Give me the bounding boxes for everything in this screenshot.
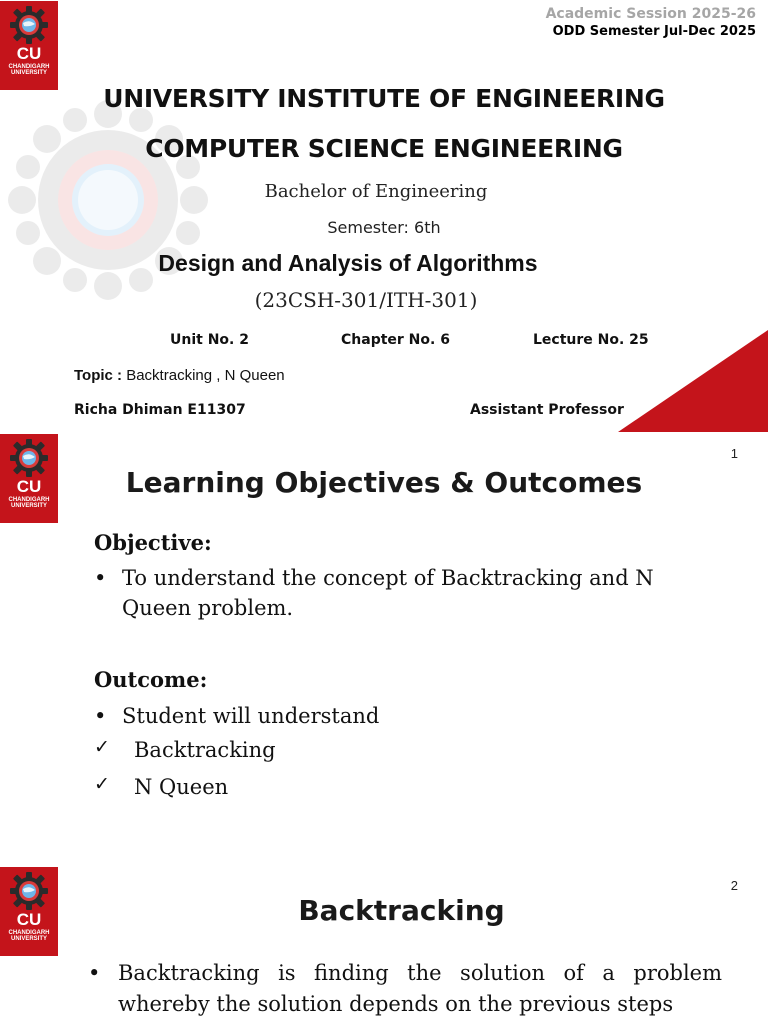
institute-name: UNIVERSITY INSTITUTE OF ENGINEERING bbox=[103, 84, 665, 113]
outcome-bullet bbox=[94, 701, 694, 731]
topic-label: Topic : bbox=[74, 367, 123, 384]
designation: Assistant Professor bbox=[470, 402, 624, 418]
backtracking-slide bbox=[0, 866, 768, 1024]
backtracking-text: Backtracking is finding the solution of a problem whereby the solution depends on the previous steps bbox=[118, 961, 722, 1016]
bullet-glyph: • bbox=[94, 566, 107, 590]
session-info bbox=[546, 6, 756, 39]
lecture-number: Lecture No. 25 bbox=[533, 332, 649, 348]
course-code: (23CSH-301/ITH-301) bbox=[254, 288, 478, 312]
logo-name: CHANDIGARH UNIVERSITY bbox=[8, 64, 50, 76]
university-logo bbox=[0, 1, 58, 90]
check-item bbox=[94, 738, 276, 762]
page-number: 1 bbox=[730, 446, 738, 461]
topic-value: Backtracking , N Queen bbox=[122, 367, 285, 384]
degree: Bachelor of Engineering bbox=[264, 181, 488, 202]
objective-heading: Objective: bbox=[94, 530, 212, 555]
red-corner-triangle bbox=[618, 330, 768, 432]
logo-mark: CU bbox=[16, 477, 42, 496]
outcome-text: Student will understand bbox=[122, 704, 380, 728]
page-number: 2 bbox=[730, 878, 738, 893]
slide-title: Learning Objectives & Outcomes bbox=[125, 466, 643, 499]
bullet-glyph: • bbox=[88, 961, 101, 985]
backtracking-bullet bbox=[88, 958, 722, 1020]
check-item-text: N Queen bbox=[134, 775, 229, 799]
semester-term: ODD Semester Jul-Dec 2025 bbox=[552, 24, 756, 39]
outcome-heading: Outcome: bbox=[94, 667, 208, 692]
chapter-number: Chapter No. 6 bbox=[341, 332, 450, 348]
semester: Semester: 6th bbox=[327, 218, 441, 237]
logo-mark: CU bbox=[16, 910, 42, 929]
objectives-slide bbox=[0, 432, 768, 866]
check-item bbox=[94, 775, 228, 799]
bullet-glyph: • bbox=[94, 704, 107, 728]
author: Richa Dhiman E11307 bbox=[74, 402, 246, 418]
logo-name: CHANDIGARH UNIVERSITY bbox=[8, 930, 50, 942]
logo-name: CHANDIGARH UNIVERSITY bbox=[8, 497, 50, 509]
academic-session: Academic Session 2025-26 bbox=[545, 6, 756, 22]
objective-text: To understand the concept of Backtracking and N Queen problem. bbox=[122, 566, 654, 620]
objective-bullet bbox=[94, 563, 694, 623]
slide-title: Backtracking bbox=[298, 894, 505, 927]
course-title: Design and Analysis of Algorithms bbox=[158, 250, 538, 276]
title-slide bbox=[0, 0, 768, 432]
gear-globe-logo-icon bbox=[9, 5, 49, 45]
check-item-text: Backtracking bbox=[134, 738, 276, 762]
checkmark-icon: ✓ bbox=[94, 736, 110, 758]
checkmark-icon: ✓ bbox=[94, 773, 110, 795]
unit-number: Unit No. 2 bbox=[170, 332, 249, 348]
topic bbox=[74, 367, 285, 384]
department-name: COMPUTER SCIENCE ENGINEERING bbox=[145, 134, 623, 163]
logo-mark: CU bbox=[16, 44, 42, 63]
